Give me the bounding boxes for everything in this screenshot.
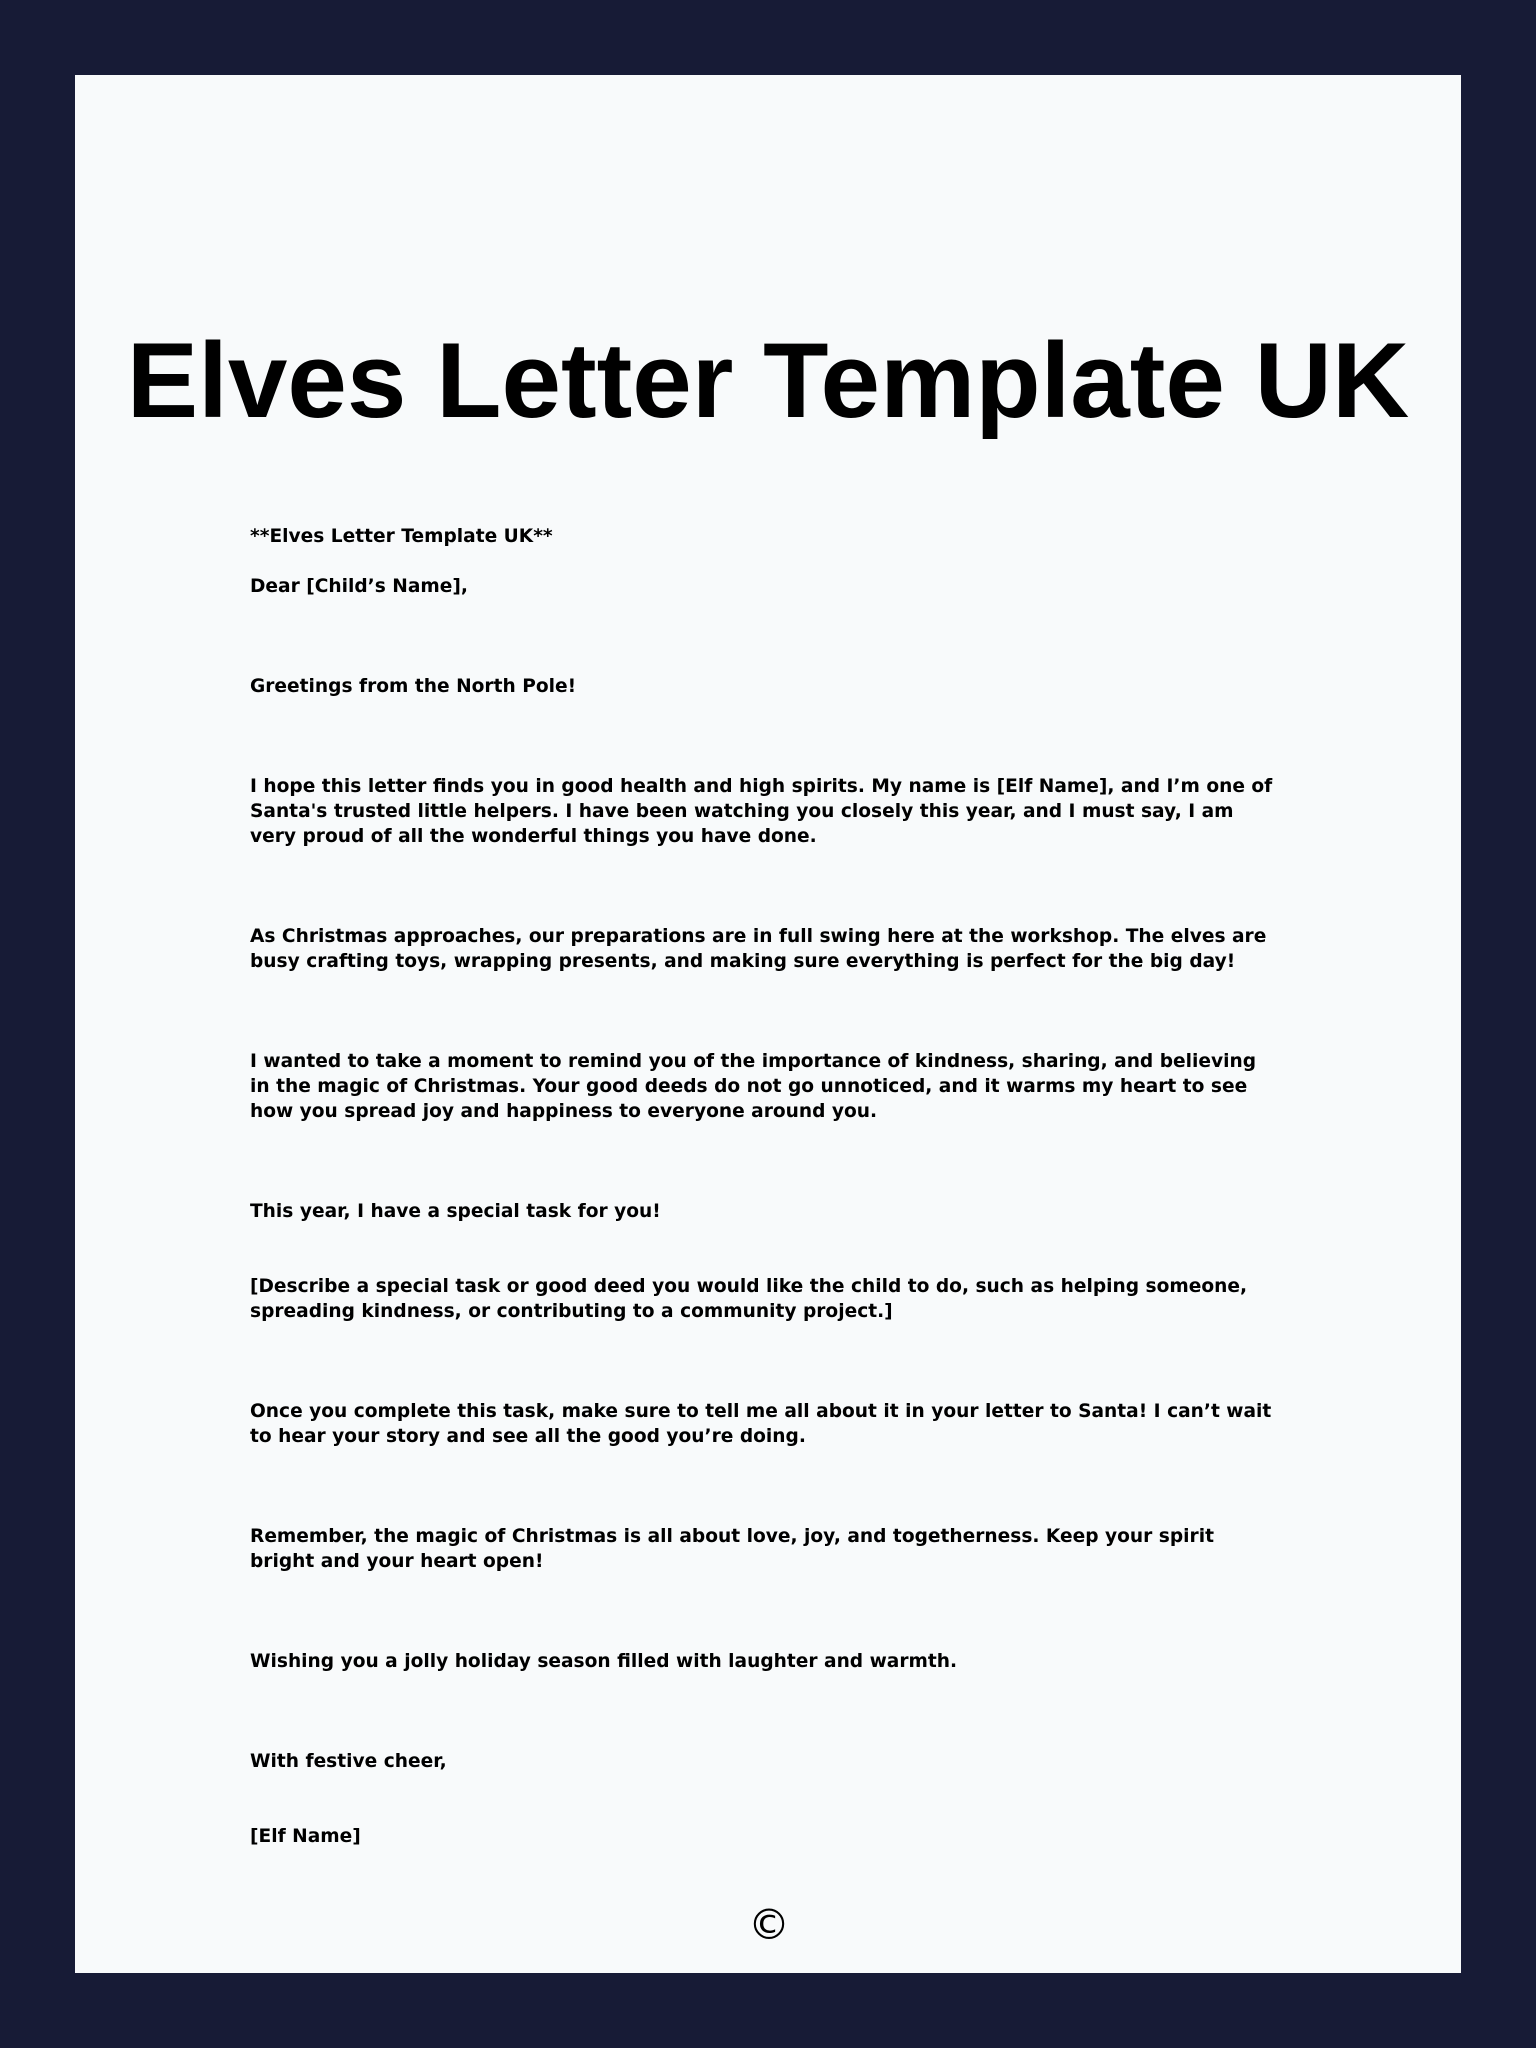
letter-paragraph-preparations: As Christmas approaches, our preparations are in full swing here at the workshop. The elves are busy crafting toys, wrapping presents, and making sure everything is perfect for the big day! bbox=[250, 926, 1267, 972]
letter-closing: With festive cheer, bbox=[250, 1751, 447, 1772]
letter-paragraph-kindness: I wanted to take a moment to remind you of the importance of kindness, sharing, and believing in the magic of Christmas. Your good deeds do not go unnoticed, and it warms my heart to see how you spread joy and happiness to everyone around you. bbox=[250, 1051, 1257, 1122]
letter-paragraph-complete: Once you complete this task, make sure to tell me all about it in your letter to Santa! I can’t wait to hear your story and see all the good you’re doing. bbox=[250, 1401, 1272, 1447]
letter-page bbox=[75, 75, 1461, 1973]
letter-paragraph-task-description: [Describe a special task or good deed you would like the child to do, such as helping someone, spreading kindness, or contributing to a community project.] bbox=[250, 1276, 1248, 1322]
letter-heading: **Elves Letter Template UK** bbox=[250, 526, 553, 547]
copyright-icon: © bbox=[748, 1900, 790, 1949]
letter-paragraph-intro: I hope this letter finds you in good health and high spirits. My name is [Elf Name], and I’m one of Santa's trusted little helpers. I have been watching you closely this year, and I must say, I am very proud of all the wonderful things you have done. bbox=[250, 776, 1273, 847]
page-title: Elves Letter Template UK bbox=[126, 320, 1410, 440]
letter-paragraph-task-intro: This year, I have a special task for you! bbox=[250, 1201, 661, 1222]
letter-signature: [Elf Name] bbox=[250, 1826, 361, 1847]
letter-salutation: Dear [Child’s Name], bbox=[250, 576, 468, 597]
letter-paragraph-remember: Remember, the magic of Christmas is all about love, joy, and togetherness. Keep your spirit bright and your heart open! bbox=[250, 1526, 1214, 1572]
letter-paragraph-wishing: Wishing you a jolly holiday season filled with laughter and warmth. bbox=[250, 1651, 958, 1672]
letter-paragraph-greeting: Greetings from the North Pole! bbox=[250, 676, 577, 697]
